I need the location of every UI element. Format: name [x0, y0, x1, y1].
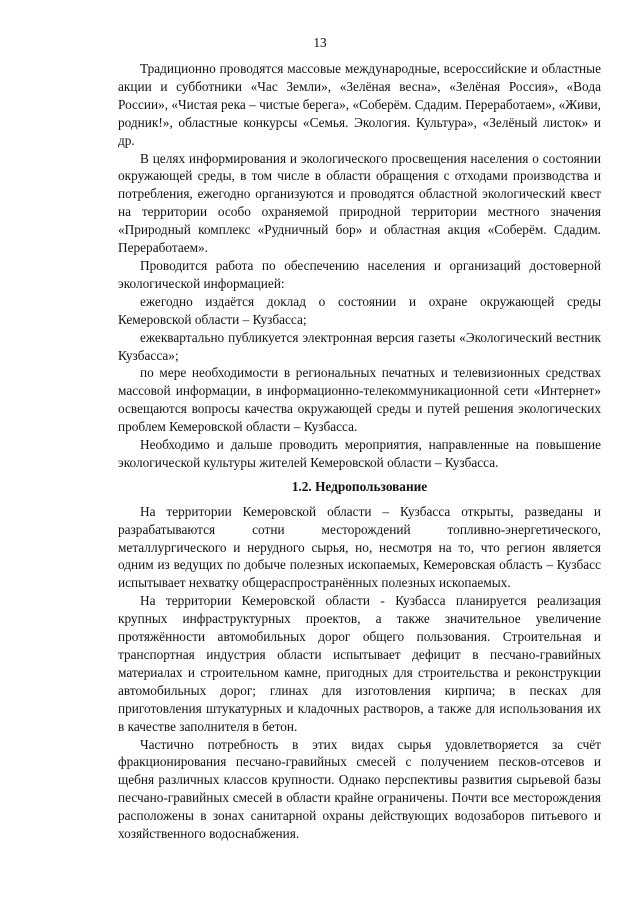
section-heading-subsoil-use: 1.2. Недропользование: [291, 478, 428, 494]
paragraph-sand-gravel: Частично потребность в этих видах сырья удовлетворяется за счёт фракционирования песчано-гравийных смесей с получением песков-отсевов и щебня различных классов крупности. Однако перспективы развития сырьевой базы песчано-гравийных смесей в области крайне ограничены. Почти все месторождения расположены в зонах санитарной охраны действующих водозаборов питьевого и хозяйственного водоснабжения.: [118, 736, 601, 842]
paragraph-annual-report: ежегодно издаётся доклад о состоянии и охране окружающей среды Кемеровской области – Кузбасса;: [118, 293, 601, 327]
paragraph-eco-actions: Традиционно проводятся массовые международные, всероссийские и областные акции и субботники «Час Земли», «Зелёная весна», «Зелёная Россия», «Вода России», «Чистая река – чистые берега», «Соберём. Сдадим. Переработаем», «Живи, родник!», областные конкурсы «Семья. Экология. Культура», «Зелёный листок» и др.: [118, 61, 601, 148]
document-body: [118, 60, 601, 843]
paragraph-quarterly-newspaper: ежеквартально публикуется электронная версия газеты «Экологический вестник Кузбасса»;: [118, 329, 601, 363]
paragraph-eco-culture: Необходимо и дальше проводить мероприятия, направленные на повышение экологической культуры жителей Кемеровской области – Кузбасса.: [118, 437, 601, 470]
page-number: 13: [313, 35, 327, 50]
paragraph-eco-information: Проводится работа по обеспечению населения и организаций достоверной экологической информацией:: [118, 257, 601, 291]
paragraph-media-coverage: по мере необходимости в региональных печатных и телевизионных средствах массовой информации, в информационно-телекоммуникационной сети «Интернет» освещаются вопросы качества окружающей среды и путей решения экологических проблем Кемеровской области – Кузбасса.: [118, 365, 601, 435]
paragraph-deposits: На территории Кемеровской области – Кузбасса открыты, разведаны и разрабатываются сотни месторождений топливно-энергетического, металлургического и нерудного сырья, но, несмотря на то, что регион является одним из ведущих по добыче полезных ископаемых, Кемеровская область – Кузбасс испытывает нехватку общераспространённых полезных ископаемых.: [118, 503, 601, 591]
paragraph-eco-education: В целях информирования и экологического просвещения населения о состоянии окружающей среды, в том числе в области обращения с отходами производства и потребления, ежегодно организуются и проводятся областной экологический квест на территории особо охраняемой природной территории местного значения «Природный комплекс «Рудничный бор» и областная акция «Соберём. Сдадим. Переработаем».: [118, 150, 601, 256]
paragraph-infrastructure-projects: На территории Кемеровской области - Кузбасса планируется реализация крупных инфраструктурных проектов, а также значительное увеличение протяжённости автомобильных дорог общего пользования. Строительная и транспортная индустрия области испытывает дефицит в песчано-гравийных материалах и строительном камне, пригодных для строительства и реконструкции автомобильных дорог; глинах для изготовления кирпича; в песках для приготовления штукатурных и кладочных растворов, а также для использования их в качестве заполнителя в бетон.: [118, 593, 601, 734]
